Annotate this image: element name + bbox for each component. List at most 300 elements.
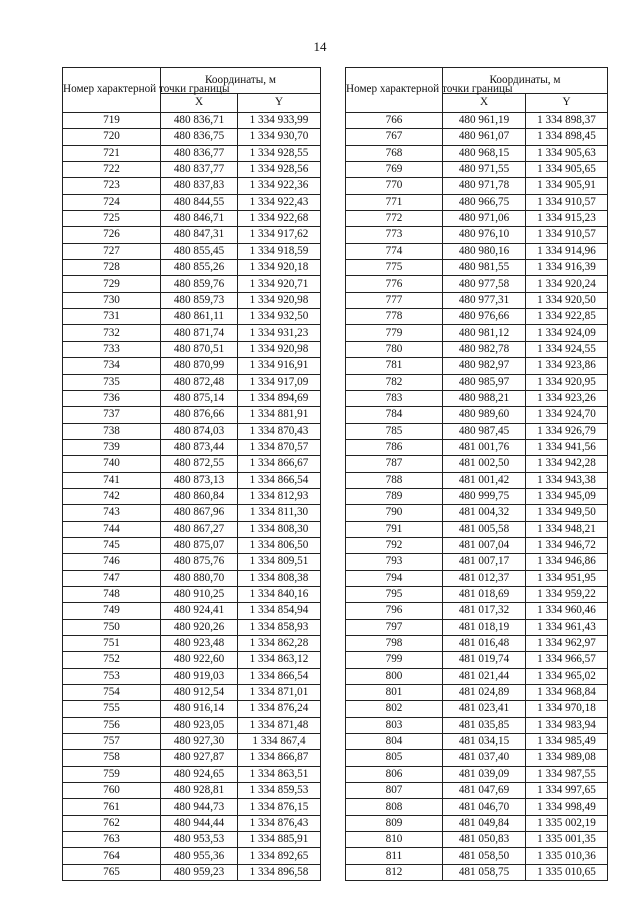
x-coordinate-cell: 480 944,73: [161, 799, 238, 815]
table-row: [346, 864, 608, 880]
y-coordinate-cell: 1 334 871,01: [238, 685, 321, 701]
table-row: [63, 750, 321, 766]
x-coordinate-cell: 480 874,03: [161, 423, 238, 439]
point-number-cell: 760: [63, 783, 161, 799]
x-coordinate-cell: 480 867,96: [161, 505, 238, 521]
x-coordinate-cell: 480 981,12: [443, 325, 526, 341]
table-row: [63, 227, 321, 243]
table-row: [346, 734, 608, 750]
point-number-cell: 802: [346, 701, 443, 717]
table-row: [346, 309, 608, 325]
y-coordinate-cell: 1 334 920,18: [238, 260, 321, 276]
y-coordinate-cell: 1 334 917,62: [238, 227, 321, 243]
point-number-cell: 775: [346, 260, 443, 276]
point-number-cell: 786: [346, 439, 443, 455]
x-coordinate-cell: 480 860,84: [161, 488, 238, 504]
table-row: [346, 636, 608, 652]
table-row: [346, 129, 608, 145]
point-number-cell: 809: [346, 815, 443, 831]
x-coordinate-cell: 480 847,31: [161, 227, 238, 243]
x-coordinate-cell: 480 977,58: [443, 276, 526, 292]
table-row: [346, 717, 608, 733]
point-number-cell: 799: [346, 652, 443, 668]
x-coordinate-cell: 481 049,84: [443, 815, 526, 831]
table-row: [63, 407, 321, 423]
x-coordinate-cell: 480 836,77: [161, 145, 238, 161]
point-number-cell: 758: [63, 750, 161, 766]
x-coordinate-cell: 480 961,07: [443, 129, 526, 145]
x-coordinate-cell: 480 985,97: [443, 374, 526, 390]
x-coordinate-cell: 480 836,75: [161, 129, 238, 145]
point-number-cell: 749: [63, 603, 161, 619]
x-coordinate-cell: 480 872,48: [161, 374, 238, 390]
x-coordinate-cell: 480 971,55: [443, 162, 526, 178]
point-number-cell: 765: [63, 864, 161, 880]
point-number-cell: 720: [63, 129, 161, 145]
point-number-cell: 733: [63, 341, 161, 357]
x-coordinate-cell: 480 910,25: [161, 586, 238, 602]
x-coordinate-cell: 481 037,40: [443, 750, 526, 766]
y-coordinate-cell: 1 334 876,24: [238, 701, 321, 717]
point-number-cell: 735: [63, 374, 161, 390]
point-number-cell: 783: [346, 390, 443, 406]
header-coordinates: Координаты, м: [443, 68, 608, 94]
y-coordinate-cell: 1 334 910,57: [526, 227, 608, 243]
table-row: [63, 766, 321, 782]
y-coordinate-cell: 1 334 942,28: [526, 456, 608, 472]
table-row: [63, 129, 321, 145]
x-coordinate-cell: 480 920,26: [161, 619, 238, 635]
y-coordinate-cell: 1 334 840,16: [238, 586, 321, 602]
point-number-cell: 771: [346, 194, 443, 210]
y-coordinate-cell: 1 334 894,69: [238, 390, 321, 406]
point-number-cell: 785: [346, 423, 443, 439]
table-row: [346, 832, 608, 848]
y-coordinate-cell: 1 334 949,50: [526, 505, 608, 521]
point-number-cell: 800: [346, 668, 443, 684]
table-row: [63, 668, 321, 684]
y-coordinate-cell: 1 334 945,09: [526, 488, 608, 504]
x-coordinate-cell: 481 012,37: [443, 570, 526, 586]
point-number-cell: 768: [346, 145, 443, 161]
y-coordinate-cell: 1 334 905,63: [526, 145, 608, 161]
x-coordinate-cell: 480 859,73: [161, 292, 238, 308]
point-number-cell: 732: [63, 325, 161, 341]
y-coordinate-cell: 1 334 918,59: [238, 243, 321, 259]
table-row: [346, 619, 608, 635]
y-coordinate-cell: 1 334 866,54: [238, 472, 321, 488]
x-coordinate-cell: 480 875,14: [161, 390, 238, 406]
x-coordinate-cell: 481 024,89: [443, 685, 526, 701]
x-coordinate-cell: 480 987,45: [443, 423, 526, 439]
y-coordinate-cell: 1 334 962,97: [526, 636, 608, 652]
point-number-cell: 726: [63, 227, 161, 243]
point-number-cell: 741: [63, 472, 161, 488]
y-coordinate-cell: 1 334 965,02: [526, 668, 608, 684]
y-coordinate-cell: 1 334 985,49: [526, 734, 608, 750]
y-coordinate-cell: 1 334 932,50: [238, 309, 321, 325]
x-coordinate-cell: 480 837,83: [161, 178, 238, 194]
point-number-cell: 806: [346, 766, 443, 782]
table-row: [346, 390, 608, 406]
y-coordinate-cell: 1 334 812,93: [238, 488, 321, 504]
table-row: [346, 145, 608, 161]
table-row: [346, 439, 608, 455]
x-coordinate-cell: 480 870,51: [161, 341, 238, 357]
x-coordinate-cell: 480 875,07: [161, 537, 238, 553]
point-number-cell: 748: [63, 586, 161, 602]
y-coordinate-cell: 1 334 867,4: [238, 734, 321, 750]
x-coordinate-cell: 480 924,65: [161, 766, 238, 782]
table-row: [63, 864, 321, 880]
table-row: [63, 276, 321, 292]
point-number-cell: 767: [346, 129, 443, 145]
x-coordinate-cell: 480 982,78: [443, 341, 526, 357]
point-number-cell: 746: [63, 554, 161, 570]
x-coordinate-cell: 480 961,19: [443, 113, 526, 129]
y-coordinate-cell: 1 334 866,67: [238, 456, 321, 472]
point-number-cell: 779: [346, 325, 443, 341]
point-number-cell: 781: [346, 358, 443, 374]
table-row: [346, 685, 608, 701]
x-coordinate-cell: 480 875,76: [161, 554, 238, 570]
table-row: [63, 734, 321, 750]
table-row: [346, 505, 608, 521]
table-row: [63, 685, 321, 701]
x-coordinate-cell: 480 971,78: [443, 178, 526, 194]
y-coordinate-cell: 1 334 922,68: [238, 211, 321, 227]
y-coordinate-cell: 1 334 870,43: [238, 423, 321, 439]
y-coordinate-cell: 1 334 946,72: [526, 537, 608, 553]
table-body-right: [346, 113, 608, 881]
point-number-cell: 766: [346, 113, 443, 129]
table-row: [346, 162, 608, 178]
x-coordinate-cell: 480 927,87: [161, 750, 238, 766]
x-coordinate-cell: 481 046,70: [443, 799, 526, 815]
y-coordinate-cell: 1 334 966,57: [526, 652, 608, 668]
y-coordinate-cell: 1 334 951,95: [526, 570, 608, 586]
y-coordinate-cell: 1 334 920,95: [526, 374, 608, 390]
point-number-cell: 723: [63, 178, 161, 194]
y-coordinate-cell: 1 334 910,57: [526, 194, 608, 210]
table-row: [63, 848, 321, 864]
table-row: [63, 717, 321, 733]
point-number-cell: 761: [63, 799, 161, 815]
x-coordinate-cell: 480 966,75: [443, 194, 526, 210]
x-coordinate-cell: 480 982,97: [443, 358, 526, 374]
point-number-cell: 784: [346, 407, 443, 423]
y-coordinate-cell: 1 334 920,24: [526, 276, 608, 292]
table-row: [63, 505, 321, 521]
table-row: [346, 586, 608, 602]
table-row: [63, 113, 321, 129]
x-coordinate-cell: 480 867,27: [161, 521, 238, 537]
x-coordinate-cell: 481 001,42: [443, 472, 526, 488]
table-row: [346, 668, 608, 684]
x-coordinate-cell: 480 837,77: [161, 162, 238, 178]
y-coordinate-cell: 1 334 923,26: [526, 390, 608, 406]
y-coordinate-cell: 1 334 806,50: [238, 537, 321, 553]
point-number-cell: 811: [346, 848, 443, 864]
y-coordinate-cell: 1 334 922,85: [526, 309, 608, 325]
x-coordinate-cell: 480 976,10: [443, 227, 526, 243]
point-number-cell: 754: [63, 685, 161, 701]
x-coordinate-cell: 480 988,21: [443, 390, 526, 406]
x-coordinate-cell: 481 018,19: [443, 619, 526, 635]
table-row: [346, 341, 608, 357]
table-row: [346, 783, 608, 799]
point-number-cell: 789: [346, 488, 443, 504]
point-number-cell: 778: [346, 309, 443, 325]
y-coordinate-cell: 1 334 859,53: [238, 783, 321, 799]
point-number-cell: 788: [346, 472, 443, 488]
table-row: [346, 227, 608, 243]
point-number-cell: 797: [346, 619, 443, 635]
x-coordinate-cell: 481 019,74: [443, 652, 526, 668]
table-row: [346, 521, 608, 537]
table-row: [63, 570, 321, 586]
table-row: [63, 554, 321, 570]
table-row: [63, 309, 321, 325]
point-number-cell: 737: [63, 407, 161, 423]
x-coordinate-cell: 480 846,71: [161, 211, 238, 227]
table-row: [63, 374, 321, 390]
y-coordinate-cell: 1 334 941,56: [526, 439, 608, 455]
y-coordinate-cell: 1 334 808,30: [238, 521, 321, 537]
point-number-cell: 738: [63, 423, 161, 439]
x-coordinate-cell: 480 968,15: [443, 145, 526, 161]
coordinates-table-left: [62, 67, 321, 881]
x-coordinate-cell: 480 955,36: [161, 848, 238, 864]
table-row: [63, 423, 321, 439]
point-number-cell: 805: [346, 750, 443, 766]
point-number-cell: 745: [63, 537, 161, 553]
point-number-cell: 803: [346, 717, 443, 733]
x-coordinate-cell: 481 016,48: [443, 636, 526, 652]
table-row: [63, 211, 321, 227]
point-number-cell: 734: [63, 358, 161, 374]
y-coordinate-cell: 1 334 930,70: [238, 129, 321, 145]
header-point-number: Номер характерной точки границы: [346, 68, 443, 113]
x-coordinate-cell: 481 058,50: [443, 848, 526, 864]
y-coordinate-cell: 1 335 010,36: [526, 848, 608, 864]
x-coordinate-cell: 481 058,75: [443, 864, 526, 880]
table-row: [346, 407, 608, 423]
y-coordinate-cell: 1 334 920,98: [238, 292, 321, 308]
y-coordinate-cell: 1 334 998,49: [526, 799, 608, 815]
table-row: [63, 472, 321, 488]
x-coordinate-cell: 480 981,55: [443, 260, 526, 276]
y-coordinate-cell: 1 334 923,86: [526, 358, 608, 374]
header-y: Y: [238, 94, 321, 113]
point-number-cell: 780: [346, 341, 443, 357]
y-coordinate-cell: 1 334 987,55: [526, 766, 608, 782]
y-coordinate-cell: 1 334 922,43: [238, 194, 321, 210]
x-coordinate-cell: 481 002,50: [443, 456, 526, 472]
x-coordinate-cell: 481 047,69: [443, 783, 526, 799]
table-row: [63, 243, 321, 259]
x-coordinate-cell: 480 916,14: [161, 701, 238, 717]
y-coordinate-cell: 1 334 809,51: [238, 554, 321, 570]
table-row: [346, 374, 608, 390]
x-coordinate-cell: 480 976,66: [443, 309, 526, 325]
y-coordinate-cell: 1 334 959,22: [526, 586, 608, 602]
y-coordinate-cell: 1 334 924,70: [526, 407, 608, 423]
y-coordinate-cell: 1 334 960,46: [526, 603, 608, 619]
table-row: [63, 783, 321, 799]
table-row: [63, 325, 321, 341]
x-coordinate-cell: 480 959,23: [161, 864, 238, 880]
header-point-number: Номер характерной точки границы: [63, 68, 161, 113]
y-coordinate-cell: 1 334 922,36: [238, 178, 321, 194]
point-number-cell: 774: [346, 243, 443, 259]
point-number-cell: 787: [346, 456, 443, 472]
table-row: [63, 194, 321, 210]
table-row: [346, 423, 608, 439]
point-number-cell: 763: [63, 832, 161, 848]
table-row: [346, 472, 608, 488]
x-coordinate-cell: 481 001,76: [443, 439, 526, 455]
x-coordinate-cell: 480 923,48: [161, 636, 238, 652]
y-coordinate-cell: 1 334 928,55: [238, 145, 321, 161]
y-coordinate-cell: 1 334 866,54: [238, 668, 321, 684]
y-coordinate-cell: 1 335 001,35: [526, 832, 608, 848]
x-coordinate-cell: 480 873,13: [161, 472, 238, 488]
y-coordinate-cell: 1 334 811,30: [238, 505, 321, 521]
y-coordinate-cell: 1 334 863,12: [238, 652, 321, 668]
point-number-cell: 804: [346, 734, 443, 750]
x-coordinate-cell: 481 035,85: [443, 717, 526, 733]
table-row: [346, 570, 608, 586]
point-number-cell: 736: [63, 390, 161, 406]
x-coordinate-cell: 480 977,31: [443, 292, 526, 308]
point-number-cell: 730: [63, 292, 161, 308]
y-coordinate-cell: 1 334 948,21: [526, 521, 608, 537]
x-coordinate-cell: 480 872,55: [161, 456, 238, 472]
x-coordinate-cell: 480 923,05: [161, 717, 238, 733]
x-coordinate-cell: 480 999,75: [443, 488, 526, 504]
point-number-cell: 791: [346, 521, 443, 537]
point-number-cell: 812: [346, 864, 443, 880]
y-coordinate-cell: 1 334 914,96: [526, 243, 608, 259]
point-number-cell: 750: [63, 619, 161, 635]
y-coordinate-cell: 1 334 876,43: [238, 815, 321, 831]
point-number-cell: 724: [63, 194, 161, 210]
y-coordinate-cell: 1 334 808,38: [238, 570, 321, 586]
x-coordinate-cell: 480 919,03: [161, 668, 238, 684]
x-coordinate-cell: 481 021,44: [443, 668, 526, 684]
point-number-cell: 725: [63, 211, 161, 227]
y-coordinate-cell: 1 334 943,38: [526, 472, 608, 488]
point-number-cell: 743: [63, 505, 161, 521]
point-number-cell: 739: [63, 439, 161, 455]
table-row: [63, 537, 321, 553]
point-number-cell: 759: [63, 766, 161, 782]
table-row: [346, 325, 608, 341]
y-coordinate-cell: 1 334 898,37: [526, 113, 608, 129]
table-row: [63, 521, 321, 537]
x-coordinate-cell: 481 039,09: [443, 766, 526, 782]
point-number-cell: 776: [346, 276, 443, 292]
point-number-cell: 777: [346, 292, 443, 308]
y-coordinate-cell: 1 334 916,39: [526, 260, 608, 276]
x-coordinate-cell: 480 855,45: [161, 243, 238, 259]
y-coordinate-cell: 1 334 905,91: [526, 178, 608, 194]
x-coordinate-cell: 480 836,71: [161, 113, 238, 129]
point-number-cell: 810: [346, 832, 443, 848]
table-row: [346, 848, 608, 864]
y-coordinate-cell: 1 334 885,91: [238, 832, 321, 848]
x-coordinate-cell: 481 007,17: [443, 554, 526, 570]
x-coordinate-cell: 480 912,54: [161, 685, 238, 701]
table-row: [346, 113, 608, 129]
table-row: [346, 358, 608, 374]
point-number-cell: 740: [63, 456, 161, 472]
x-coordinate-cell: 481 004,32: [443, 505, 526, 521]
point-number-cell: 727: [63, 243, 161, 259]
y-coordinate-cell: 1 334 892,65: [238, 848, 321, 864]
y-coordinate-cell: 1 334 870,57: [238, 439, 321, 455]
y-coordinate-cell: 1 335 002,19: [526, 815, 608, 831]
point-number-cell: 744: [63, 521, 161, 537]
x-coordinate-cell: 480 855,26: [161, 260, 238, 276]
table-row: [346, 292, 608, 308]
x-coordinate-cell: 480 880,70: [161, 570, 238, 586]
table-row: [346, 243, 608, 259]
table-row: [63, 586, 321, 602]
x-coordinate-cell: 480 971,06: [443, 211, 526, 227]
point-number-cell: 728: [63, 260, 161, 276]
table-row: [63, 341, 321, 357]
x-coordinate-cell: 480 922,60: [161, 652, 238, 668]
y-coordinate-cell: 1 334 896,58: [238, 864, 321, 880]
table-row: [346, 603, 608, 619]
y-coordinate-cell: 1 334 968,84: [526, 685, 608, 701]
x-coordinate-cell: 480 861,11: [161, 309, 238, 325]
y-coordinate-cell: 1 334 862,28: [238, 636, 321, 652]
y-coordinate-cell: 1 334 928,56: [238, 162, 321, 178]
x-coordinate-cell: 481 005,58: [443, 521, 526, 537]
y-coordinate-cell: 1 334 989,08: [526, 750, 608, 766]
point-number-cell: 772: [346, 211, 443, 227]
table-row: [346, 194, 608, 210]
point-number-cell: 762: [63, 815, 161, 831]
point-number-cell: 792: [346, 537, 443, 553]
y-coordinate-cell: 1 334 997,65: [526, 783, 608, 799]
table-row: [63, 145, 321, 161]
y-coordinate-cell: 1 335 010,65: [526, 864, 608, 880]
point-number-cell: 795: [346, 586, 443, 602]
point-number-cell: 764: [63, 848, 161, 864]
table-row: [63, 488, 321, 504]
y-coordinate-cell: 1 334 905,65: [526, 162, 608, 178]
point-number-cell: 753: [63, 668, 161, 684]
y-coordinate-cell: 1 334 916,91: [238, 358, 321, 374]
table-row: [346, 652, 608, 668]
y-coordinate-cell: 1 334 920,50: [526, 292, 608, 308]
table-row: [63, 260, 321, 276]
x-coordinate-cell: 481 017,32: [443, 603, 526, 619]
x-coordinate-cell: 480 944,44: [161, 815, 238, 831]
table-body-left: [63, 113, 321, 881]
table-row: [346, 766, 608, 782]
table-row: [63, 815, 321, 831]
y-coordinate-cell: 1 334 863,51: [238, 766, 321, 782]
table-row: [346, 554, 608, 570]
point-number-cell: 801: [346, 685, 443, 701]
coordinates-table-right: [345, 67, 608, 881]
point-number-cell: 769: [346, 162, 443, 178]
